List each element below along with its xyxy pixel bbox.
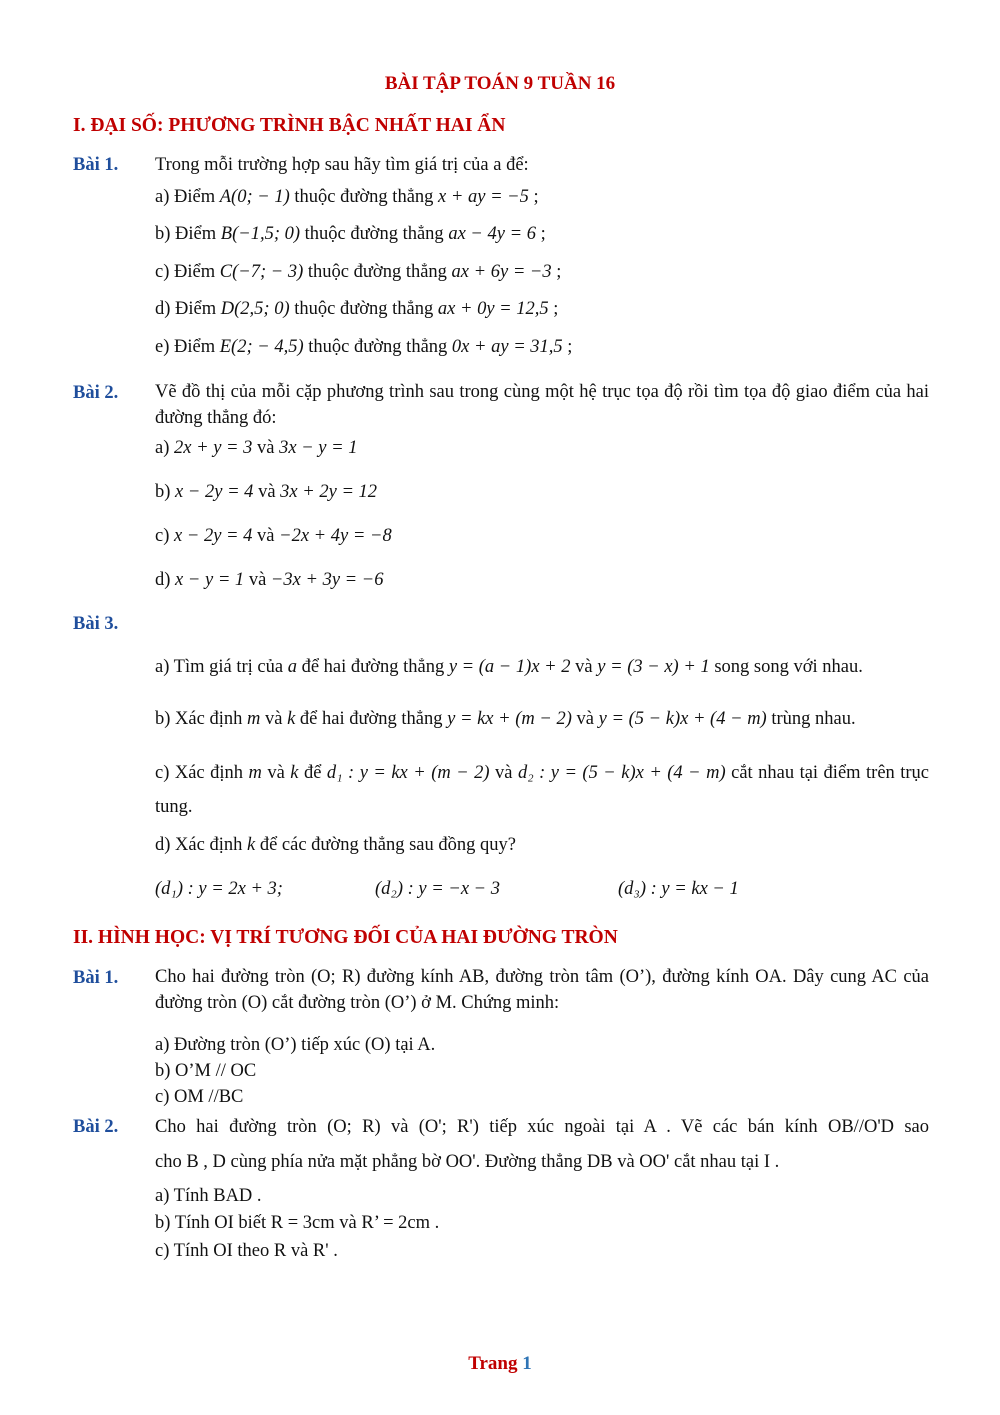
- section-2-heading: II. HÌNH HỌC: VỊ TRÍ TƯƠNG ĐỐI CỦA HAI ĐƯỜNG TRÒN: [73, 927, 618, 948]
- s2-bai2-line1: Cho hai đường tròn (O; R) và (O'; R') tiếp xúc ngoài tại A . Vẽ các bán kính OB//O'D sao: [155, 1117, 929, 1137]
- s2-bai1-item-c: c) OM //BC: [155, 1087, 244, 1107]
- s2-bai1-label: Bài 1.: [73, 968, 119, 988]
- s1-bai1-item-b: b) Điểm B(−1,5; 0) thuộc đường thẳng ax − 4y = 6 ;: [155, 224, 546, 244]
- s1-bai3-item-d: d) Xác định k để các đường thẳng sau đồng quy?: [155, 835, 516, 855]
- s1-bai2-label: Bài 2.: [73, 383, 119, 403]
- s1-bai3-line-d2: (d₂) : y = −x − 3: [375, 879, 501, 899]
- s1-bai2-item-c: c) x − 2y = 4 và −2x + 4y = −8: [155, 526, 392, 546]
- s2-bai2-item-a: a) Tính BAD .: [155, 1186, 262, 1206]
- s1-bai1-item-c: c) Điểm C(−7; − 3) thuộc đường thẳng ax + 6y = −3 ;: [155, 262, 562, 282]
- s2-bai1-item-b: b) O’M // OC: [155, 1061, 257, 1081]
- s1-bai2-text: Vẽ đồ thị của mỗi cặp phương trình sau trong cùng một hệ trục tọa độ rồi tìm tọa độ giao điểm của hai đường thẳng đó:: [155, 382, 929, 428]
- s1-bai1-item-e: e) Điểm E(2; − 4,5) thuộc đường thẳng 0x + ay = 31,5 ;: [155, 337, 573, 357]
- s1-bai2-item-b: b) x − 2y = 4 và 3x + 2y = 12: [155, 482, 378, 502]
- s2-bai2-line2: cho B , D cùng phía nửa mặt phẳng bờ OO'. Đường thẳng DB và OO' cắt nhau tại I .: [155, 1152, 780, 1172]
- s2-bai1-item-a: a) Đường tròn (O’) tiếp xúc (O) tại A.: [155, 1035, 436, 1055]
- section-1-heading: I. ĐẠI SỐ: PHƯƠNG TRÌNH BẬC NHẤT HAI ẨN: [73, 115, 506, 136]
- s2-bai2-label: Bài 2.: [73, 1117, 119, 1137]
- s1-bai3-label: Bài 3.: [73, 614, 119, 634]
- s1-bai3-line-d1: (d₁) : y = 2x + 3;: [155, 879, 283, 899]
- page-number: 1: [522, 1353, 532, 1374]
- s1-bai3-line-d3: (d₃) : y = kx − 1: [618, 879, 739, 899]
- page-title: BÀI TẬP TOÁN 9 TUẦN 16: [384, 73, 616, 94]
- s2-bai2-item-b: b) Tính OI biết R = 3cm và R’ = 2cm .: [155, 1213, 440, 1233]
- page-label: Trang: [468, 1353, 518, 1374]
- s1-bai1-text: Trong mỗi trường hợp sau hãy tìm giá trị của a để:: [155, 155, 529, 175]
- s1-bai1-item-a: a) Điểm A(0; − 1) thuộc đường thẳng x + ay = −5 ;: [155, 187, 539, 207]
- page-footer: [0, 1352, 1000, 1376]
- s1-bai3-item-a: a) Tìm giá trị của a để hai đường thẳng y = (a − 1)x + 2 và y = (3 − x) + 1 song song với nhau.: [155, 657, 863, 677]
- s2-bai2-item-c: c) Tính OI theo R và R' .: [155, 1241, 338, 1261]
- s1-bai2-item-d: d) x − y = 1 và −3x + 3y = −6: [155, 570, 384, 590]
- s1-bai3-item-c: c) Xác định m và k để d₁ : y = kx + (m − 2) và d₂ : y = (5 − k)x + (4 − m) cắt nhau tại điểm trên trục tung.: [155, 763, 930, 818]
- s1-bai3-item-b: b) Xác định m và k để hai đường thẳng y = kx + (m − 2) và y = (5 − k)x + (4 − m) trùng nhau.: [155, 709, 856, 729]
- s1-bai1-item-d: d) Điểm D(2,5; 0) thuộc đường thẳng ax + 0y = 12,5 ;: [155, 299, 559, 319]
- s1-bai1-label: Bài 1.: [73, 155, 119, 175]
- s2-bai1-text: Cho hai đường tròn (O; R) đường kính AB, đường tròn tâm (O’), đường kính OA. Dây cung AC của đường tròn (O) cắt đường tròn (O’) ở M. Chứng minh:: [155, 967, 929, 1013]
- s1-bai2-item-a: a) 2x + y = 3 và 3x − y = 1: [155, 438, 358, 458]
